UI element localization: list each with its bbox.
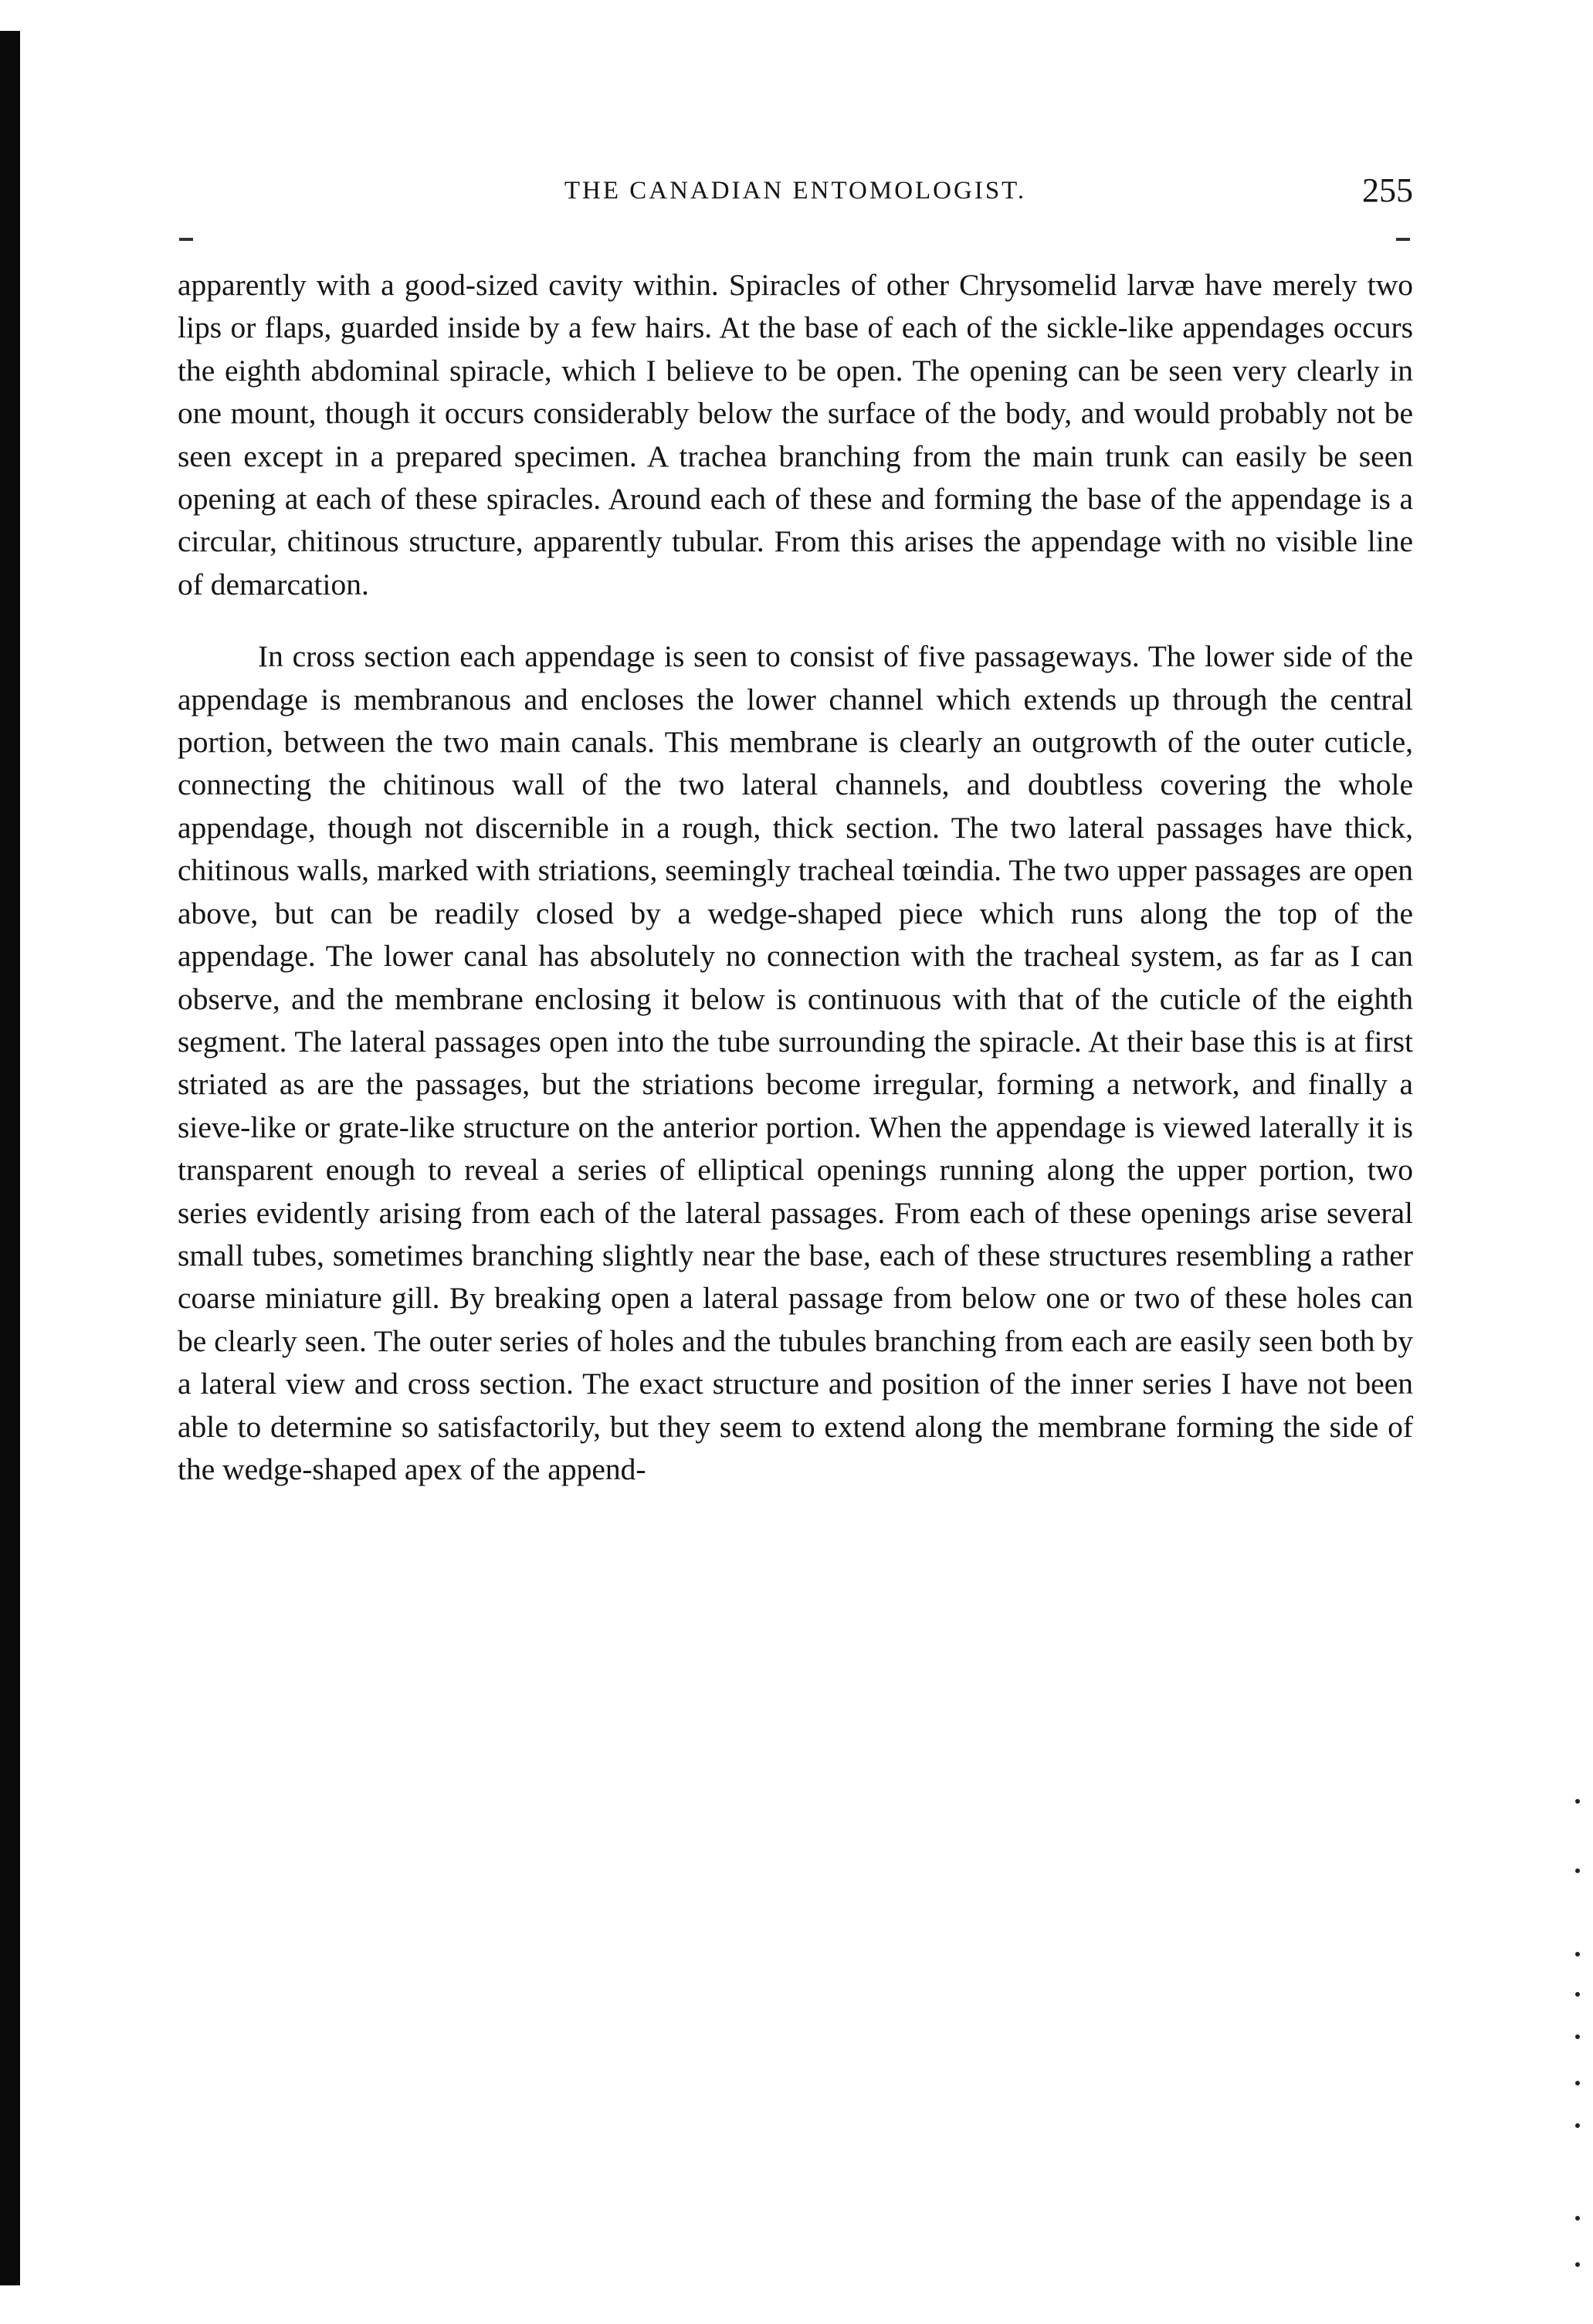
header-rule-mark-right [1396, 238, 1410, 241]
main-text-column [178, 264, 1413, 1491]
paragraph-continued: apparently with a good-sized cavity within. Spiracles of other Chrysomelid larvæ have merely two lips or flaps, guarded inside by a few hairs. At the base of each of the sickle-like appendages occurs the eighth abdominal spiracle, which I believe to be open. The opening can be seen very clearly in one mount, though it occurs considerably below the surface of the body, and would probably not be seen except in a prepared specimen. A trachea branching from the main trunk can easily be seen opening at each of these spiracles. Around each of these and forming the base of the appendage is a circular, chitinous structure, apparently tubular. From this arises the appendage with no visible line of demarcation. [178, 268, 1413, 601]
scan-speck [1575, 2123, 1580, 2128]
scan-speck [1575, 2262, 1580, 2267]
header-rule-mark-left [179, 238, 193, 241]
scan-speck [1575, 1868, 1580, 1873]
running-title: THE CANADIAN ENTOMOLOGIST. [564, 177, 1027, 205]
scan-speck [1575, 1952, 1580, 1956]
running-header [178, 171, 1413, 210]
scan-speck [1575, 2216, 1580, 2221]
scan-speck [1575, 1992, 1580, 1997]
scan-speck [1575, 2081, 1580, 2085]
paragraph-cross-section: In cross section each appendage is seen to consist of five passageways. The lower side of the appendage is membranous and encloses the lower channel which extends up through the central portion, between the two main canals. This membrane is clearly an outgrowth of the outer cuticle, connecting the chitinous wall of the two lateral channels, and doubtless covering the whole appendage, though not discernible in a rough, thick section. The two lateral passages have thick, chitinous walls, marked with striations, seemingly tracheal tœindia. The two upper passages are open above, but can be readily closed by a wedge-shaped piece which runs along the top of the appendage. The lower canal has absolutely no connection with the tracheal system, as far as I can observe, and the membrane enclosing it below is continuous with that of the cuticle of the eighth segment. The lateral passages open into the tube surrounding the spiracle. At their base this is at first striated as are the passages, but the striations become irregular, forming a network, and finally a sieve-like or grate-like structure on the anterior portion. When the appendage is viewed laterally it is transparent enough to reveal a series of elliptical openings running along the upper portion, two series evidently arising from each of the lateral passages. From each of these openings arise several small tubes, sometimes branching slightly near the base, each of these structures resembling a rather coarse miniature gill. By breaking open a lateral passage from below one or two of these holes can be clearly seen. The outer series of holes and the tubules branching from each are easily seen both by a lateral view and cross section. The exact structure and position of the inner series I have not been able to determine so satisfactorily, but they seem to extend along the membrane forming the side of the wedge-shaped apex of the append- [178, 639, 1413, 1486]
scan-edge-shadow [0, 31, 20, 2285]
margin-scan-specks [1575, 1799, 1585, 2293]
scan-speck [1575, 1799, 1580, 1804]
scan-speck [1575, 2034, 1580, 2039]
page-number: 255 [1362, 171, 1413, 209]
